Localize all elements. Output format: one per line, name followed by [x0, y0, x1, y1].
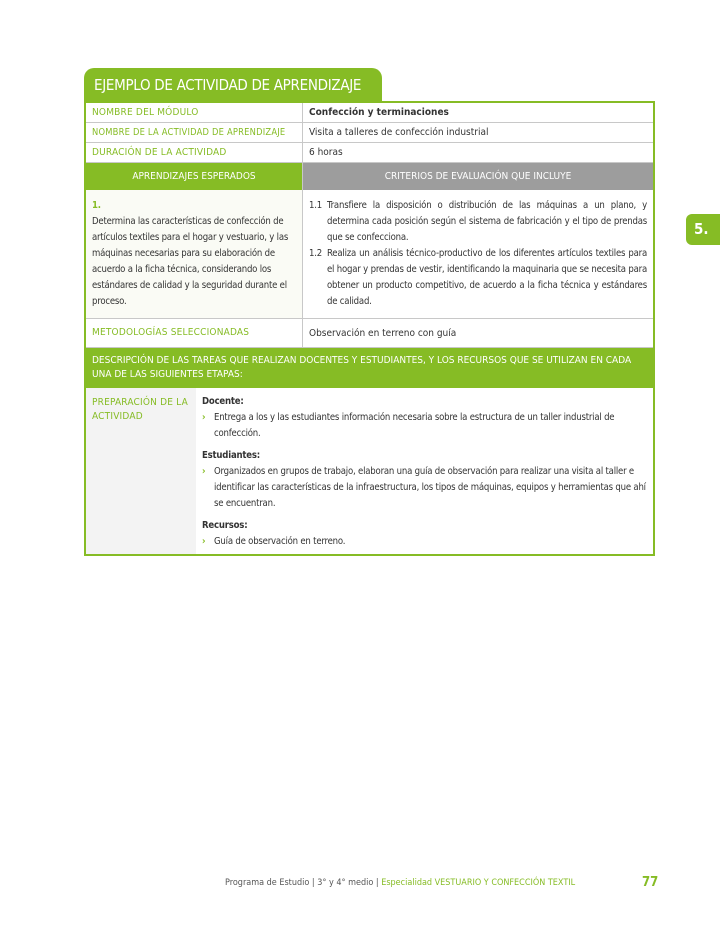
- duracion-label: DURACIÓN DE LA ACTIVIDAD: [86, 143, 303, 162]
- criterio-text: Realiza un análisis técnico-productivo de los diferentes artículos textiles para el hogar y prendas de vestir, identificando la maquinaria que se necesita para obtener un producto competitivo, de acuerdo a la ficha técnica y estándares de calidad.: [327, 248, 647, 307]
- bullet-icon: ›: [202, 536, 206, 547]
- modulo-value: Confección y terminaciones: [309, 107, 449, 118]
- docente-item: [202, 410, 647, 442]
- estudiantes-text: Organizados en grupos de trabajo, elaboran una guía de observación para realizar una visita al taller e identificar las características de la infraestructura, los tipos de máquinas, equipos y herramientas que ahí se encuentran.: [214, 466, 646, 509]
- header-row: [86, 163, 653, 190]
- row-metodologias: [86, 319, 653, 348]
- metodologias-label: METODOLOGÍAS SELECCIONADAS: [86, 319, 303, 347]
- docente-text: Entrega a los y las estudiantes información necesaria sobre la estructura de un taller industrial de confección.: [214, 412, 615, 439]
- recursos-label: Recursos:: [202, 520, 248, 531]
- footer-program: Programa de Estudio | 3° y 4° medio |: [225, 878, 379, 888]
- criterios-header: CRITERIOS DE EVALUACIÓN QUE INCLUYE: [303, 163, 653, 190]
- modulo-label: NOMBRE DEL MÓDULO: [86, 103, 303, 122]
- aprendizaje-num: 1.: [92, 200, 101, 211]
- duracion-value: 6 horas: [309, 147, 343, 158]
- docente-label: Docente:: [202, 396, 244, 407]
- criterio-item: [309, 198, 647, 246]
- aprendizaje-text: Determina las características de confección de artículos textiles para el hogar y vestuario, y las máquinas necesarias para su elaboración de acuerdo a la ficha técnica, considerando los estándares de calidad y la seguridad durante el proceso.: [92, 216, 289, 307]
- actividad-value: Visita a talleres de confección industrial: [309, 127, 489, 138]
- aprendizajes-header: APRENDIZAJES ESPERADOS: [86, 163, 303, 190]
- criterio-item: [309, 246, 647, 310]
- chapter-tab: 5.: [686, 214, 720, 245]
- preparacion-label: PREPARACIÓN DE LA ACTIVIDAD: [86, 388, 196, 554]
- row-preparacion: [86, 388, 653, 554]
- aprendizaje-cell: [86, 190, 303, 318]
- recursos-item: [202, 534, 647, 550]
- criterio-num: 1.1: [309, 200, 322, 211]
- bullet-icon: ›: [202, 412, 206, 423]
- preparacion-content: [196, 388, 653, 554]
- estudiantes-item: [202, 464, 647, 512]
- row-aprendizaje: [86, 190, 653, 319]
- bullet-icon: ›: [202, 466, 206, 477]
- footer: [225, 878, 575, 888]
- descripcion-header: DESCRIPCIÓN DE LAS TAREAS QUE REALIZAN DOCENTES Y ESTUDIANTES, Y LOS RECURSOS QUE SE UTILIZAN EN CADA UNA DE LAS SIGUIENTES ETAPAS:: [86, 348, 653, 388]
- recursos-text: Guía de observación en terreno.: [214, 536, 346, 547]
- row-modulo: [86, 103, 653, 123]
- metodologias-value: Observación en terreno con guía: [309, 327, 457, 339]
- page-number: 77: [642, 875, 659, 890]
- estudiantes-label: Estudiantes:: [202, 450, 260, 461]
- actividad-label: NOMBRE DE LA ACTIVIDAD DE APRENDIZAJE: [86, 123, 303, 142]
- footer-specialty: Especialidad VESTUARIO Y CONFECCIÓN TEXTIL: [381, 878, 576, 888]
- criterio-num: 1.2: [309, 248, 322, 259]
- criterios-cell: [303, 190, 653, 318]
- row-duracion: [86, 143, 653, 163]
- activity-table: [84, 101, 655, 556]
- criterio-text: Transfiere la disposición o distribución de las máquinas a un plano, y determina cada posición según el sistema de fabricación y el tipo de prendas que se confecciona.: [327, 200, 647, 243]
- section-title: EJEMPLO DE ACTIVIDAD DE APRENDIZAJE: [84, 68, 382, 101]
- row-actividad: [86, 123, 653, 143]
